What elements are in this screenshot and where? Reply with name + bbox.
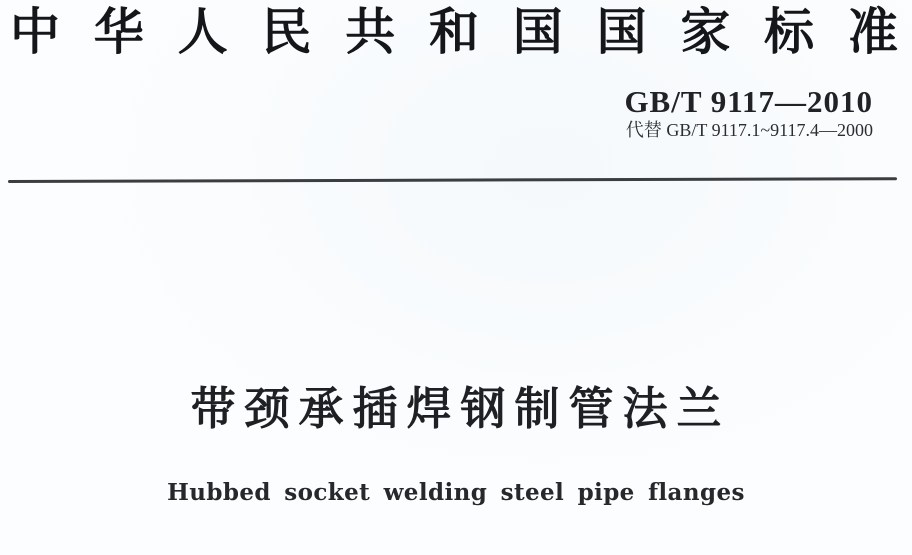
- document-title-english: Hubbed socket welding steel pipe flanges: [167, 479, 745, 506]
- header-char: 和: [428, 2, 479, 61]
- header-char: 华: [93, 2, 144, 61]
- header-divider: [8, 177, 897, 183]
- header-char: 民: [261, 2, 312, 61]
- standard-code: GB/T 9117—2010: [624, 84, 873, 119]
- header-char: 国: [512, 2, 563, 61]
- header-char: 标: [764, 2, 815, 61]
- header-char: 家: [680, 2, 731, 61]
- header-char: 国: [596, 2, 647, 61]
- replaces-note: 代替 GB/T 9117.1~9117.4—2000: [625, 119, 873, 140]
- header-char: 人: [177, 2, 228, 61]
- document-title-chinese: 带颈承插焊钢制管法兰: [190, 382, 731, 435]
- header-char: 准: [847, 2, 898, 61]
- header-char: 中: [10, 2, 60, 61]
- national-standard-header: [10, 2, 898, 61]
- standard-code-block: [624, 86, 873, 140]
- header-char: 共: [345, 2, 396, 61]
